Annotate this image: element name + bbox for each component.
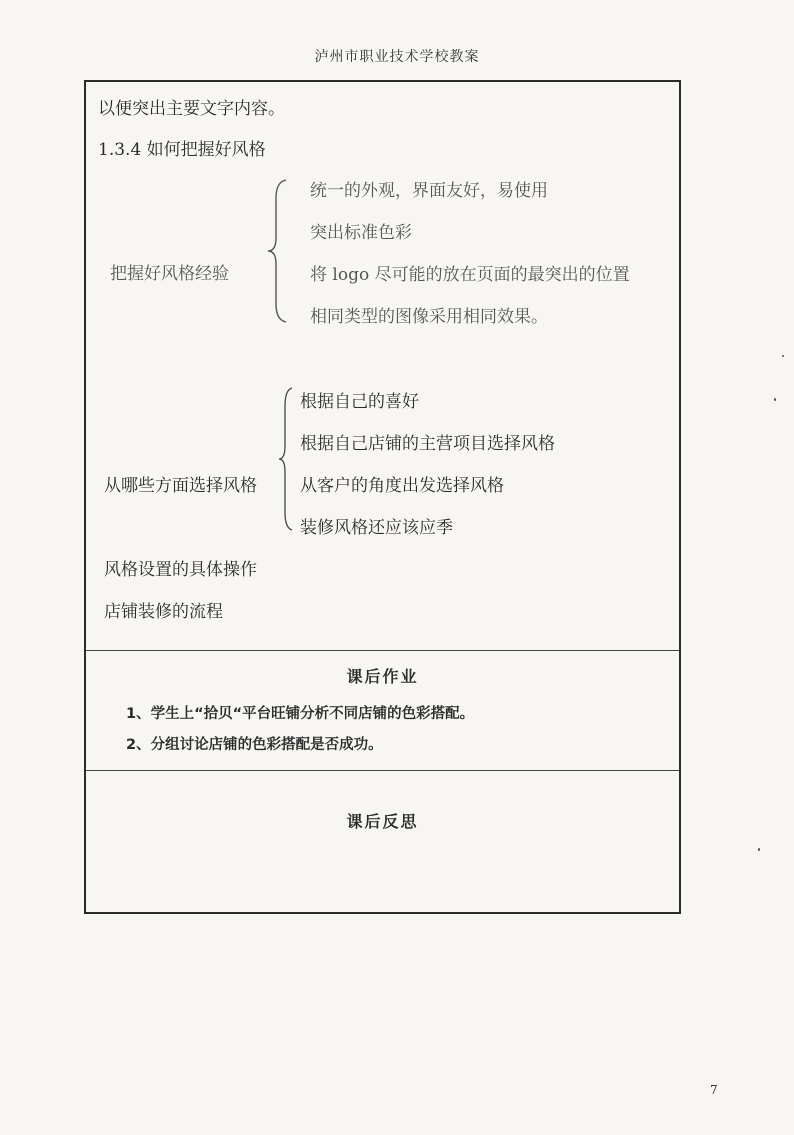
group2-item-4: 装修风格还应该应季 xyxy=(300,518,453,538)
homework-item-1: 1、学生上“拾贝“平台旺铺分析不同店铺的色彩搭配。 xyxy=(126,706,475,722)
scan-speck xyxy=(774,398,776,401)
lesson-plan-table xyxy=(84,80,681,914)
scan-speck xyxy=(758,848,760,851)
section-divider-1 xyxy=(86,650,679,651)
reflection-title: 课后反思 xyxy=(346,812,419,831)
process-line: 店铺装修的流程 xyxy=(104,602,223,622)
homework-item-2: 2、分组讨论店铺的色彩搭配是否成功。 xyxy=(126,737,383,753)
scan-speck xyxy=(782,355,784,357)
group2-brace xyxy=(278,386,296,532)
group1-item-1: 统一的外观，界面友好，易使用 xyxy=(310,181,548,201)
group1-item-3: 将 logo 尽可能的放在页面的最突出的位置 xyxy=(310,265,630,285)
group1-label: 把握好风格经验 xyxy=(110,264,229,284)
homework-title: 课后作业 xyxy=(346,667,419,686)
group2-label: 从哪些方面选择风格 xyxy=(104,476,257,496)
group2-item-2: 根据自己店铺的主营项目选择风格 xyxy=(300,434,555,454)
document-header: 泸州市职业技术学校教案 xyxy=(314,49,480,65)
group1-item-2: 突出标准色彩 xyxy=(310,223,412,243)
section-heading: 1.3.4 如何把握好风格 xyxy=(98,140,266,160)
section-divider-2 xyxy=(86,770,679,771)
group1-brace xyxy=(268,178,292,324)
page-number: 7 xyxy=(710,1083,718,1097)
group2-item-1: 根据自己的喜好 xyxy=(300,392,419,412)
group1-item-4: 相同类型的图像采用相同效果。 xyxy=(310,307,548,327)
group2-item-3: 从客户的角度出发选择风格 xyxy=(300,476,504,496)
settings-line: 风格设置的具体操作 xyxy=(104,560,257,580)
intro-line: 以便突出主要文字内容。 xyxy=(98,99,285,119)
